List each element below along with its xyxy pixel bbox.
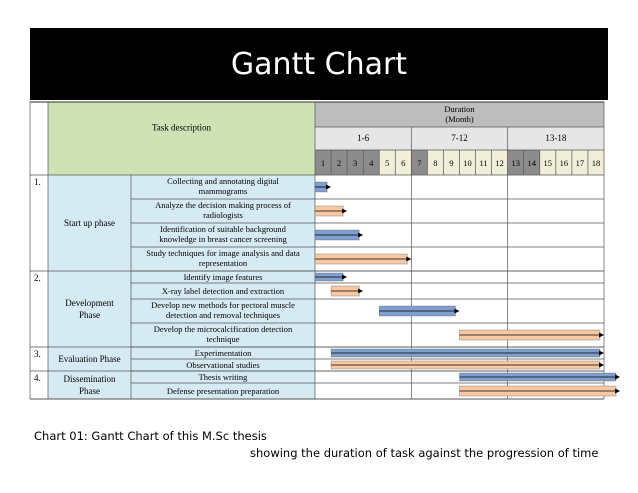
month-group-label: 13-18 <box>545 133 567 143</box>
month-label: 9 <box>449 158 454 168</box>
phase-name: Development <box>65 298 114 308</box>
month-label: 11 <box>479 158 488 168</box>
month-label: 5 <box>385 158 390 168</box>
task-label: detection and removal techniques <box>166 310 280 320</box>
task-label: radiologists <box>203 210 243 220</box>
month-label: 1 <box>320 158 326 168</box>
month-label: 13 <box>511 158 520 168</box>
month-label: 12 <box>495 158 504 168</box>
task-label: Identification of suitable background <box>160 224 286 234</box>
phase-name: Phase <box>79 386 100 396</box>
task-label: Analyze the decision making process of <box>155 200 291 210</box>
task-bar-arrow <box>615 389 620 394</box>
phase-name: Evaluation Phase <box>58 354 121 364</box>
task-label: Identify image features <box>183 272 263 282</box>
task-bar-arrow <box>599 351 604 356</box>
slide-title: Gantt Chart <box>230 46 408 82</box>
task-bar-arrow <box>326 185 331 190</box>
month-label: 6 <box>401 158 406 168</box>
task-description-header <box>48 102 315 175</box>
task-label: Develop new methods for pectoral muscle <box>151 300 295 310</box>
task-label: Thesis writing <box>198 372 248 382</box>
phase-name: Start up phase <box>64 218 115 228</box>
task-label: Study techniques for image analysis and data <box>146 248 300 258</box>
task-label: Defense presentation preparation <box>166 386 280 396</box>
task-bar-arrow <box>358 233 363 238</box>
task-bar-arrow <box>342 209 347 214</box>
task-bar-arrow <box>358 289 363 294</box>
caption-line-2: showing the duration of task against the progression of time <box>250 446 599 460</box>
month-label: 15 <box>543 158 553 168</box>
phase-cell <box>48 271 131 347</box>
task-label: X-ray label detection and extraction <box>161 286 285 296</box>
task-label: knowledge in breast cancer screening <box>159 234 287 244</box>
task-bar-arrow <box>615 375 620 380</box>
task-label: technique <box>206 334 240 344</box>
phase-number: 4. <box>34 373 41 383</box>
phase-number: 2. <box>34 273 41 283</box>
month-label: 3 <box>353 158 358 168</box>
phase-name: Dissemination <box>63 374 116 384</box>
duration-label: Duration <box>444 104 475 114</box>
caption-line-1: Chart 01: Gantt Chart of this M.Sc thesis <box>34 429 267 443</box>
month-label: 16 <box>559 158 569 168</box>
month-group-label: 1-6 <box>357 133 370 143</box>
duration-unit-label: (Month) <box>445 114 474 124</box>
task-bar-arrow <box>599 333 604 338</box>
task-label: representation <box>198 258 248 268</box>
header-blank <box>30 102 48 175</box>
task-label: Experimentation <box>194 348 252 358</box>
month-label: 14 <box>527 158 536 168</box>
task-description-label: Task description <box>151 122 212 133</box>
month-label: 10 <box>463 158 472 168</box>
month-label: 8 <box>433 158 438 168</box>
task-label: mammograms <box>198 186 248 196</box>
month-label: 7 <box>417 158 422 168</box>
task-bar-arrow <box>599 363 604 368</box>
task-label: Observational studies <box>186 360 260 370</box>
month-label: 4 <box>369 158 374 168</box>
task-bar-arrow <box>455 309 460 314</box>
phase-number: 1. <box>34 177 41 187</box>
task-label: Collecting and annotating digital <box>167 176 279 186</box>
task-bar-arrow <box>406 257 411 262</box>
month-label: 18 <box>591 158 601 168</box>
phase-number: 3. <box>34 349 41 359</box>
month-group-label: 7-12 <box>451 133 468 143</box>
month-label: 2 <box>336 158 342 168</box>
month-label: 17 <box>575 158 585 168</box>
task-bar-arrow <box>342 275 347 280</box>
task-label: Develop the microcalcification detection <box>153 324 293 334</box>
phase-name: Phase <box>79 310 100 320</box>
